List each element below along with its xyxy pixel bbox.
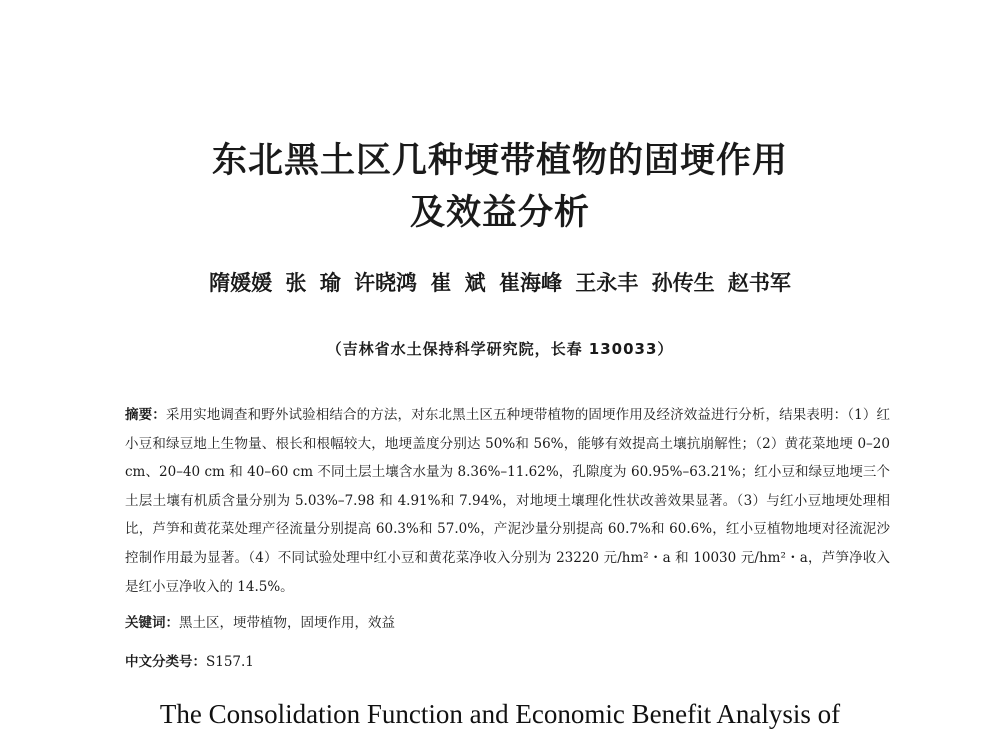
keywords-text: 黑土区，埂带植物，固埂作用，效益 bbox=[179, 615, 395, 631]
title-line-2: 及效益分析 bbox=[409, 193, 590, 233]
title-line-1: 东北黑土区几种埂带植物的固埂作用 bbox=[211, 141, 788, 181]
abstract bbox=[125, 401, 890, 601]
author-list: 隋媛媛 张 瑜 许晓鸿 崔 斌 崔海峰 王永丰 孙传生 赵书军 bbox=[209, 270, 791, 295]
classification-number bbox=[125, 650, 890, 670]
affiliation: （吉林省水土保持科学研究院，长春 130033） bbox=[326, 340, 674, 358]
classification-label: 中文分类号： bbox=[125, 654, 206, 670]
classification-text: S157.1 bbox=[206, 654, 254, 670]
abstract-text: 采用实地调查和野外试验相结合的方法，对东北黑土区五种埂带植物的固埂作用及经济效益进行分析，结果表明：（1）红小豆和绿豆地上生物量、根长和根幅较大，地埂盖度分别达 50%和 56%，能够有效提高土壤抗崩解性；（2）黄花菜地埂 0–20 cm、20–40 cm 和 40–60 cm 不同土层土壤含水量为 8.36%–11.62%，孔隙度为 60.95%–63.21%；红小豆和绿豆地埂三个土层土壤有机质含量分别为 5.03%–7.98 和 4.91%和 7.94%，对地埂土壤理化性状改善效果显著。（3）与红小豆地埂处理相比，芦笋和黄花菜处理产径流量分别提高 60.3%和 57.0%，产泥沙量分别提高 60.7%和 60.6%，红小豆植物地埂对径流泥沙控制作用最为显著。（4）不同试验处理中红小豆和黄花菜净收入分别为 23220 元/hm²・a 和 10030 元/hm²・a，芦笋净收入是红小豆净收入的 14.5%。 bbox=[125, 407, 891, 595]
keywords bbox=[125, 611, 890, 631]
abstract-label: 摘要： bbox=[125, 407, 166, 423]
keywords-label: 关键词： bbox=[125, 615, 179, 631]
english-title: The Consolidation Function and Economic Benefit Analysis of bbox=[159, 699, 841, 729]
